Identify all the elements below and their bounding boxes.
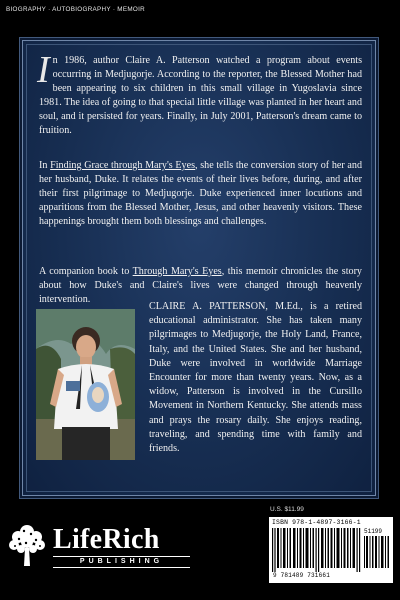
- summary-prefix: In: [39, 160, 51, 171]
- publisher-logo: [6, 522, 206, 568]
- book-title-link: Finding Grace through Mary's Eyes: [50, 160, 195, 171]
- author-photo: [36, 309, 135, 460]
- price-label: U.S. $11.99: [270, 506, 304, 513]
- drop-cap: I: [37, 49, 50, 91]
- genre-label: BIOGRAPHY · AUTOBIOGRAPHY · MEMOIR: [6, 6, 145, 13]
- back-cover-panel: [22, 40, 376, 496]
- tree-icon: [6, 522, 48, 566]
- companion-book-title: Through Mary's Eyes: [132, 266, 222, 277]
- price-code: 51199: [364, 528, 383, 535]
- barcode-number: 9 781489 731661: [273, 572, 331, 579]
- barcode: [269, 517, 393, 583]
- summary-text: , she tells the conversion story of her and her husband, Duke. It relates the events of their lives before, during, and after their first pilgrimage to Medjugorje. Duke experienced inner locutions and apparitions from the Blessed Mother, Jesus, and other heavenly visitors. These happenings brought them both blessings and challenges.: [39, 160, 362, 228]
- intro-paragraph: [37, 49, 362, 139]
- companion-text: , this memoir chronicles the story about how Duke's and Claire's lives were changed through heavenly intervention.: [39, 266, 362, 306]
- isbn-text: ISBN 978-1-4897-3166-1: [272, 519, 361, 526]
- publisher-name: LifeRich: [53, 524, 160, 555]
- intro-text: n 1986, author Claire A. Patterson watched a program about events occurring in Medjugorje. According to the reporter, the Blessed Mother had been appearing to six children in this small village in Yugoslavia since 1981. The idea of going to that special little village was planted in her heart and soul, and it persisted for years. Finally, in July 2001, Patterson's dream came to fruition.: [39, 55, 362, 137]
- companion-prefix: A companion book to: [39, 266, 133, 277]
- publisher-subtitle: PUBLISHING: [53, 556, 190, 568]
- summary-paragraph: [39, 159, 362, 229]
- author-bio: CLAIRE A. PATTERSON, M.Ed., is a retired educational administrator. She has taken many pilgrimages to Medjugorje, the Holy Land, France, Italy, and the United States. She and her husband, Duke were involved in worldwide Marriage Encounter for more than twenty years. Now, as a widow, Patterson is involved in the Cursillo Movement in Northern Kentucky. She attends mass and prays the rosary daily. She enjoys reading, traveling, and spending time with family and friends.: [149, 301, 362, 455]
